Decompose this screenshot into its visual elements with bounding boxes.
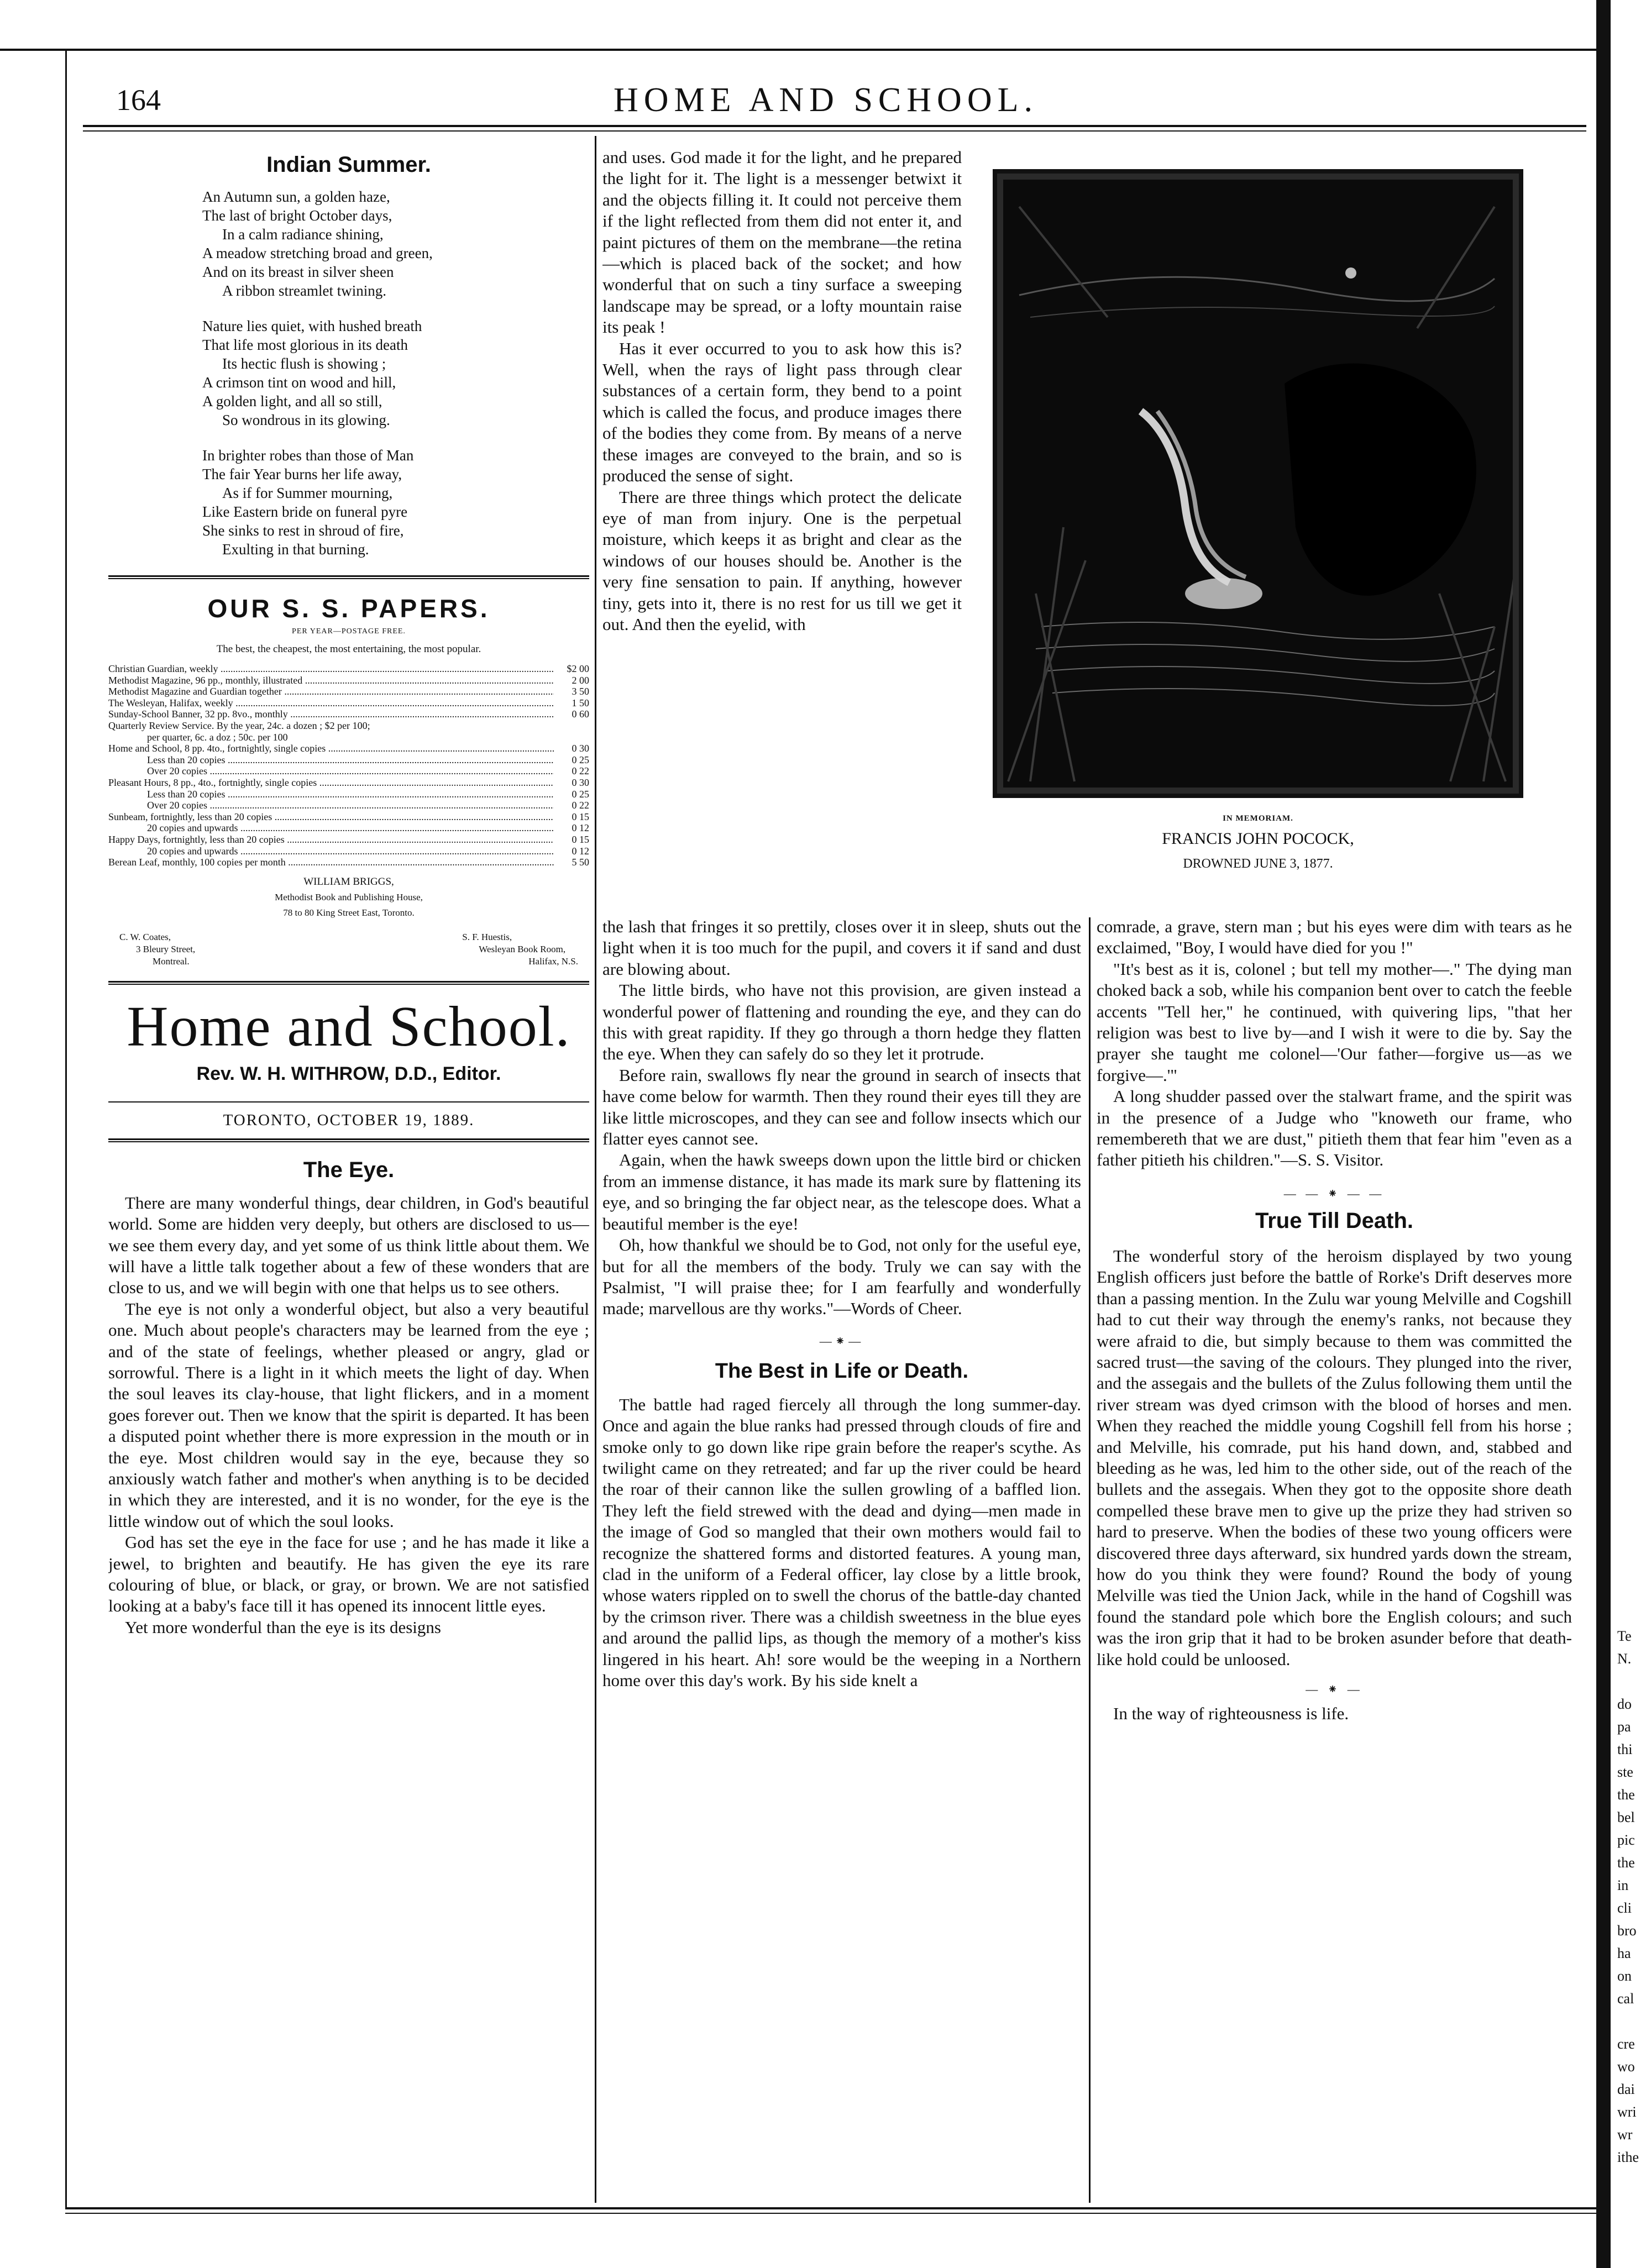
ss-papers-subtitle: PER YEAR—POSTAGE FREE.	[292, 627, 406, 636]
edge-fragment: wri	[1617, 2104, 1637, 2120]
paragraph: The battle had raged fiercely all through the long summer-day. Once and again the blue ranks had pressed through clouds of fire and smoke only to go down like ripe grain before the reaper's scythe. As twilight came on they retreated; and far up the river could be heard the roar of their cannon like the sullen growling of a baffled lion. They left the field strewed with the dead and dying—men made in the image of God so mangled that their own mothers would fail to recognize the shattered forms and distorted features. A young man, clad in the uniform of a Federal officer, lay close by a little brook, whose waters rippled on to swell the chorus of the battle-day chanted by the crimson river. There was a childish sweetness in the blue eyes and around the pallid lips, as though the memory of a mother's kiss lingered in his heart. Ah! sore would be the weeping in a Northern home over this day's work. By his side knelt a	[602, 1394, 1081, 1690]
poem-line: She sinks to rest in shroud of fire,	[202, 522, 404, 539]
agent-right-street: Wesleyan Book Room,	[479, 943, 566, 954]
column-right	[1097, 916, 1572, 2204]
header-bottom-rule-thin	[83, 130, 1586, 132]
poem-line: Its hectic flush is showing ;	[222, 355, 386, 372]
paper-name: Sunday-School Banner, 32 pp. 8vo., monthly .....	[108, 708, 554, 720]
bottom-frame-rule-thin	[65, 2213, 1607, 2214]
price-list-row	[108, 857, 589, 868]
paper-name: per quarter, 6c. a doz ; 50c. per 100	[147, 731, 288, 743]
price-list-row	[108, 720, 589, 732]
paper-name: Less than 20 copies .....	[147, 754, 554, 766]
publisher-address: 78 to 80 King Street East, Toronto.	[283, 907, 415, 918]
section-divider-ornament: — ⁕ —	[1306, 1682, 1363, 1696]
price-list-row	[108, 675, 589, 686]
masthead-dateline: TORONTO, OCTOBER 19, 1889.	[223, 1111, 475, 1129]
poem-line: Like Eastern bride on funeral pyre	[202, 503, 408, 520]
poem-line: A crimson tint on wood and hill,	[202, 374, 396, 391]
memoriam-name: FRANCIS JOHN POCOCK,	[1162, 830, 1354, 848]
paragraph: Yet more wonderful than the eye is its designs	[125, 1617, 441, 1637]
paper-name: The Wesleyan, Halifax, weekly .....	[108, 697, 554, 709]
poem-line: The last of bright October days,	[202, 207, 392, 224]
paragraph: Has it ever occurred to you to ask how this is? Well, when the rays of light pass through clear substances of a certain form, they bend to a point which is called the focus, and produce images there of the bodies they come from. By means of a nerve these images are conveyed to the brain, and so is produced the sense of sight.	[602, 338, 962, 486]
edge-fragment: bel	[1617, 1809, 1635, 1825]
price-list-row	[108, 765, 589, 777]
paper-name: Over 20 copies .....	[147, 800, 554, 811]
paper-price: $2 00	[567, 663, 589, 674]
left-frame-rule	[65, 49, 67, 2209]
price-list-row	[108, 789, 589, 800]
price-list-row	[108, 846, 589, 857]
poem-line: In brighter robes than those of Man	[202, 447, 414, 464]
paragraph: Again, when the hawk sweeps down upon the little bird or chicken from an immense distance, it has made its mark sure by flattening its eye, and so bringing the far object near, as the telescope does. What a beautiful member is the eye!	[602, 1150, 1081, 1233]
price-list-row	[108, 743, 589, 754]
paragraph: There are many wonderful things, dear children, in God's beautiful world. Some are hidden very deeply, but others are disclosed to us—we see them every day, and yet some of us think little about them. We will have a little talk together about a few of these wonders that are close to us, and we will begin with one that helps us to see others.	[108, 1193, 589, 1298]
paper-price	[554, 732, 589, 743]
paragraph: comrade, a grave, stern man ; but his eyes were dim with tears as he exclaimed, "Boy, I would have died for you !"	[1097, 917, 1572, 958]
masthead-top-rule-thin	[108, 984, 589, 985]
agent-left-city: Montreal.	[153, 956, 190, 967]
masthead-editor: Rev. W. H. WITHROW, D.D., Editor.	[196, 1063, 501, 1084]
edge-fragment: cli	[1617, 1900, 1632, 1916]
the-eye-col1	[108, 1193, 589, 1639]
edge-fragment: wo	[1617, 2059, 1635, 2075]
paper-price: 0 22	[572, 800, 589, 811]
ss-papers-price-list	[108, 663, 589, 868]
poem-line: A meadow stretching broad and green,	[202, 245, 433, 261]
edge-fragment: cre	[1617, 2036, 1635, 2052]
edge-fragment: in	[1617, 1877, 1629, 1893]
section-divider-ornament: — — ⁕ — —	[1283, 1186, 1385, 1200]
running-title: HOME AND SCHOOL.	[614, 81, 1038, 119]
masthead-title: Home and School.	[127, 994, 571, 1058]
paragraph: and uses. God made it for the light, and he prepared the light for it. The light is a messenger betwixt it and the objects filling it. It could not perceive them if the light reflected from them did not enter it, and paint pictures of them on the membrane—the retina—which is placed back of the socket; and how wonderful that on such a tiny surface a sweeping landscape may be spread, or a lofty mountain raise its peak !	[602, 148, 962, 337]
trailing-line: In the way of righteousness is life.	[1113, 1704, 1349, 1723]
price-list-row	[108, 697, 589, 709]
paper-price: 0 12	[572, 822, 589, 834]
best-in-life-title: The Best in Life or Death.	[715, 1359, 969, 1383]
edge-fragment: thi	[1617, 1741, 1633, 1757]
paragraph: The little birds, who have not this provision, are given instead a wonderful power of flattening and rounding the eye, and they can do this with great rapidity. If they go through a thorn hedge they flatten the eye. When they can safely do so they let it protrude.	[602, 980, 1081, 1064]
price-list-row	[108, 686, 589, 697]
poem-line: Exulting in that burning.	[222, 541, 369, 558]
paragraph: the lash that fringes it so prettily, closes over it in sleep, shuts out the light when it is too much for the pupil, and covers it if sand and dust are blowing about.	[602, 917, 1081, 979]
indian-summer-poem	[108, 187, 589, 559]
publisher-name: WILLIAM BRIGGS,	[303, 875, 394, 888]
price-list-row	[108, 663, 589, 675]
agents-row	[108, 931, 589, 968]
paragraph: The eye is not only a wonderful object, but also a very beautiful one. Much about people's characters may be learned from the eye ; and of the state of feelings, whether pleased or angry, glad or sorrowful. There is a light in it which meets the light of day. When the soul leaves its clay-house, that light flickers, and in a moment goes forever out. Then we know that the spirit is departed. It has been a disputed point whether there is more expression in the mouth or in the eye. Most children would say in the eye, because they so anxiously watch father and mother's when anything is to be decided in which they are interested, and it is no wonder, for the eye is the little window out of which the soul looks.	[108, 1299, 589, 1531]
price-list-row	[108, 732, 589, 743]
true-till-death-title: True Till Death.	[1255, 1208, 1413, 1233]
memoriam-landscape-image	[997, 174, 1519, 794]
price-list-row	[108, 800, 589, 811]
column-divider-1	[595, 136, 596, 2203]
price-list-row	[108, 754, 589, 766]
price-list-row	[108, 777, 589, 789]
column-middle-bottom	[602, 916, 1081, 2204]
paper-price: 0 12	[572, 845, 589, 857]
paper-price: 5 50	[572, 857, 589, 868]
poem-line: The fair Year burns her life away,	[202, 466, 402, 482]
paper-price: 1 50	[572, 697, 589, 708]
paper-name: Happy Days, fortnightly, less than 20 copies .....	[108, 834, 554, 846]
price-list-row	[108, 822, 589, 834]
header-bottom-rule	[83, 125, 1586, 127]
poem-line: A ribbon streamlet twining.	[222, 282, 386, 299]
poem-bottom-rule	[108, 575, 589, 577]
poem-line: An Autumn sun, a golden haze,	[202, 188, 390, 205]
poem-line: Nature lies quiet, with hushed breath	[202, 318, 422, 334]
paper-name: Home and School, 8 pp. 4to., fortnightly, single copies .....	[108, 743, 554, 754]
paper-price: 0 25	[572, 788, 589, 800]
edge-fragment: pic	[1617, 1832, 1635, 1848]
edge-fragment: on	[1617, 1968, 1632, 1984]
edge-fragment: cal	[1617, 1991, 1634, 2007]
paper-name: Methodist Magazine and Guardian together .....	[108, 686, 554, 697]
edge-fragment: wr	[1617, 2127, 1633, 2143]
paragraph: There are three things which protect the delicate eye of man from injury. One is the perpetual moisture, which keeps it as bright and clear as the windows of our houses should be. Another is the very fine sensation to pain. If anything, however tiny, gets into it, there is no rest for us till we get it out. And then the eyelid, with	[602, 487, 962, 634]
paper-name: 20 copies and upwards .....	[147, 822, 554, 834]
poem-stanza	[202, 446, 589, 559]
paper-price: 0 22	[572, 765, 589, 777]
column-left	[108, 136, 589, 2208]
paper-name: Over 20 copies .....	[147, 765, 554, 777]
ss-papers-title: OUR S. S. PAPERS.	[207, 594, 490, 623]
publisher-house: Methodist Book and Publishing House,	[275, 891, 423, 902]
poem-stanza	[202, 317, 589, 429]
agent-left-name: C. W. Coates,	[119, 931, 171, 942]
dateline-top-rule	[108, 1101, 589, 1102]
poem-line: And on its breast in silver sheen	[202, 264, 394, 280]
column-middle-top	[602, 147, 962, 921]
edge-fragment: dai	[1617, 2081, 1635, 2097]
memoriam-engraving	[993, 169, 1523, 798]
edge-fragment: ha	[1617, 1945, 1631, 1961]
edge-fragment: pa	[1617, 1719, 1631, 1735]
outer-top-rule	[0, 49, 1597, 51]
edge-fragment: bro	[1617, 1923, 1637, 1939]
price-list-row	[108, 834, 589, 846]
paragraph: Before rain, swallows fly near the ground in search of insects that have come below for warmth. Then they round their eyes till they are like little microscopes, and they can see and follow insects which our flatter eyes cannot see.	[602, 1065, 1081, 1149]
paper-price: 0 15	[572, 833, 589, 845]
paper-price: 0 30	[572, 743, 589, 754]
paragraph: Oh, how thankful we should be to God, not only for the useful eye, but for all the members of the body. Truly we can say with the Psalmist, "I will praise thee; for I am fearfully and wonderfully made; marvellous are thy works."—Words of Cheer.	[602, 1235, 1081, 1319]
paper-name: Quarterly Review Service. By the year, 24c. a dozen ; $2 per 100;	[108, 720, 370, 731]
poem-title: Indian Summer.	[266, 153, 431, 177]
agent-right	[462, 931, 589, 968]
paper-price: 3 50	[572, 686, 589, 697]
poem-line: A golden light, and all so still,	[202, 393, 382, 410]
paper-price: 2 00	[572, 674, 589, 686]
dateline-bottom-rule	[108, 1138, 589, 1140]
paper-price: 0 30	[572, 776, 589, 788]
column-divider-2	[1089, 917, 1091, 2203]
paper-price	[554, 720, 589, 732]
paper-price: 0 15	[572, 811, 589, 822]
agent-right-city: Halifax, N.S.	[528, 956, 578, 967]
edge-fragment: Te	[1617, 1628, 1632, 1644]
paper-name: Christian Guardian, weekly .....	[108, 663, 554, 675]
poem-line: As if for Summer mourning,	[222, 485, 393, 501]
edge-fragment	[1617, 2010, 1646, 2033]
edge-fragment: ithe	[1617, 2149, 1639, 2165]
edge-fragment: the	[1617, 1787, 1635, 1803]
poem-stanza	[202, 187, 589, 300]
poem-line: That life most glorious in its death	[202, 337, 408, 353]
the-eye-title: The Eye.	[303, 1157, 395, 1182]
paper-price: 0 60	[572, 708, 589, 720]
memoriam-label: IN MEMORIAM.	[1223, 814, 1293, 823]
paper-name: 20 copies and upwards .....	[147, 846, 554, 857]
paper-name: Sunbeam, fortnightly, less than 20 copies .....	[108, 811, 554, 823]
poem-line: So wondrous in its glowing.	[222, 412, 390, 428]
paragraph: The wonderful story of the heroism displayed by two young English officers just before the battle of Rorke's Drift deserves more than a passing mention. In the Zulu war young Melville and Cogshill had to cut their way through the enemy's ranks, not because they were afraid to die, but simply because to them was committed the sacred trust—the saving of the colours. They plunged into the river, and the assegais and the bullets of the Zulus following them until the river stream was dyed crimson with the blood of horses and men. When they reached the middle young Cogshill fell from his horse ; and Melville, his comrade, put his hand down, and, stabbed and bleeding as he was, led him to the other side, out of the reach of the bullets and the assegais. When they got to the opposite shore death compelled these brave men to give up the prize they had striven so hard to preserve. When the bodies of these two young officers were discovered three days afterward, six hundred yards down the stream, how do you think they were found? Round the body of young Melville was tied the Union Jack, while in the hand of Cogshill was found the standard pole which bore the English colours; and such was the iron grip that it had to be broken asunder before that death-like hold could be unloosed.	[1097, 1246, 1572, 1669]
paper-name: Berean Leaf, monthly, 100 copies per month .....	[108, 857, 554, 868]
memoriam-date: DROWNED JUNE 3, 1877.	[1183, 857, 1333, 871]
paper-name: Less than 20 copies .....	[147, 789, 554, 800]
dateline-bottom-rule-thin	[108, 1141, 589, 1142]
paper-name: Pleasant Hours, 8 pp., 4to., fortnightly, single copies .....	[108, 777, 554, 789]
agent-right-name: S. F. Huestis,	[462, 931, 512, 942]
agent-left-street: 3 Bleury Street,	[136, 943, 196, 954]
paragraph: "It's best as it is, colonel ; but tell my mother—." The dying man choked back a sob, while his companion bent over to catch the feeble accents "Tell her," he continued, with quivering lips, "that her religion was best to live by—and I wish it were to die by. Say the prayer she taught me colonel—'Our father—forgive us—as we forgive—.'"	[1097, 959, 1572, 1085]
page-number: 164	[116, 83, 161, 117]
poem-line: In a calm radiance shining,	[222, 226, 384, 243]
price-list-row	[108, 708, 589, 720]
paragraph: God has set the eye in the face for use ; and he has made it like a jewel, to brighten and beautify. He has given the eye its rare colouring of blue, or black, or gray, or brown. We are not satisfied looking at a baby's face till it has opened its innocent little eyes.	[108, 1532, 589, 1616]
adjacent-page-edge-text	[1617, 1625, 1646, 2169]
edge-fragment: do	[1617, 1696, 1632, 1712]
edge-fragment: N.	[1617, 1651, 1632, 1667]
paper-price: 0 25	[572, 754, 589, 765]
edge-fragment	[1617, 1670, 1646, 1693]
right-frame-rule	[1596, 0, 1611, 2268]
edge-fragment: the	[1617, 1855, 1635, 1871]
section-divider-ornament: —⁕—	[819, 1334, 864, 1348]
masthead-top-rule	[108, 981, 589, 983]
poem-bottom-rule-thin	[108, 578, 589, 579]
paragraph: A long shudder passed over the stalwart frame, and the spirit was in the presence of a Judge who "knoweth our frame, who remembereth that we are dust," pitieth them that fear him "even as a father pitieth his children."—S. S. Visitor.	[1097, 1086, 1572, 1170]
agent-left	[108, 931, 195, 968]
price-list-row	[108, 811, 589, 823]
paper-name: Methodist Magazine, 96 pp., monthly, illustrated .....	[108, 675, 554, 686]
ss-papers-tagline: The best, the cheapest, the most entertaining, the most popular.	[216, 643, 481, 655]
edge-fragment: ste	[1617, 1764, 1633, 1780]
